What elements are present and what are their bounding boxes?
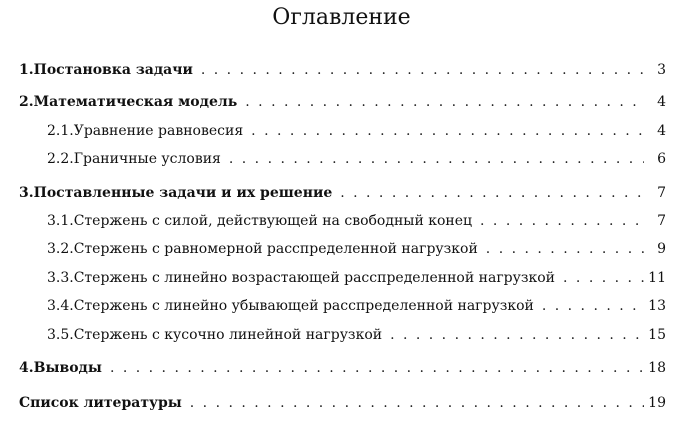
entry-title: Стержень с силой, действующей на свободный конец [73,213,473,229]
entry-title: Поставленные задачи и их решение [33,185,333,201]
dot-leader [245,91,644,113]
entry-number: 3.4. [47,298,74,314]
entry-page: 4 [657,94,666,110]
dot-leader [110,357,644,379]
entry-page: 13 [648,298,666,314]
dot-leader [563,267,644,289]
toc-title: Оглавление [272,5,411,30]
entry-page: 7 [657,185,666,201]
entry-number: 3.1. [47,213,74,229]
dot-leader [201,59,644,81]
entry-number: 3.5. [47,327,74,343]
toc-entry-3-3[interactable] [47,267,666,289]
toc-entry-1[interactable] [19,59,666,81]
entry-title: Уравнение равновесия [73,123,244,139]
entry-number: 1. [19,62,34,78]
entry-title: Стержень с равномерной расспределенной нагрузкой [73,241,478,257]
entry-title: Стержень с линейно возрастающей расспределенной нагрузкой [73,270,556,286]
entry-page: 6 [657,151,666,167]
entry-number: 2.1. [47,123,74,139]
entry-page: 19 [648,395,666,411]
dot-leader [229,148,644,170]
entry-page: 15 [648,327,666,343]
dot-leader [190,392,644,414]
toc-entry-2-1[interactable] [47,120,666,142]
entry-title: Выводы [33,360,102,376]
entry-page: 3 [657,62,666,78]
toc-entry-4[interactable] [19,357,666,379]
entry-title: Постановка задачи [33,62,193,78]
dot-leader [480,210,644,232]
dot-leader [542,295,644,317]
entry-page: 4 [657,123,666,139]
entry-page: 18 [648,360,666,376]
entry-page: 7 [657,213,666,229]
entry-title: Стержень с кусочно линейной нагрузкой [73,327,383,343]
entry-number: 4. [19,360,34,376]
entry-title: Граничные условия [73,151,221,167]
entry-number: 2.2. [47,151,74,167]
toc-entry-3-1[interactable] [47,210,666,232]
entry-number: 2. [19,94,34,110]
toc-entry-2[interactable] [19,91,666,113]
toc-entry-3-2[interactable] [47,238,666,260]
dot-leader [340,182,644,204]
toc-entry-references[interactable] [19,392,666,414]
entry-title: Список литературы [19,395,182,411]
entry-page: 11 [648,270,666,286]
entry-title: Математическая модель [33,94,238,110]
toc-entry-3-4[interactable] [47,295,666,317]
dot-leader [251,120,644,142]
dot-leader [486,238,644,260]
toc-entry-2-2[interactable] [47,148,666,170]
entry-number: 3. [19,185,34,201]
dot-leader [390,324,644,346]
entry-title: Стержень с линейно убывающей расспределенной нагрузкой [73,298,534,314]
entry-page: 9 [657,241,666,257]
entry-number: 3.3. [47,270,74,286]
toc-entry-3[interactable] [19,182,666,204]
entry-number: 3.2. [47,241,74,257]
toc-entry-3-5[interactable] [47,324,666,346]
